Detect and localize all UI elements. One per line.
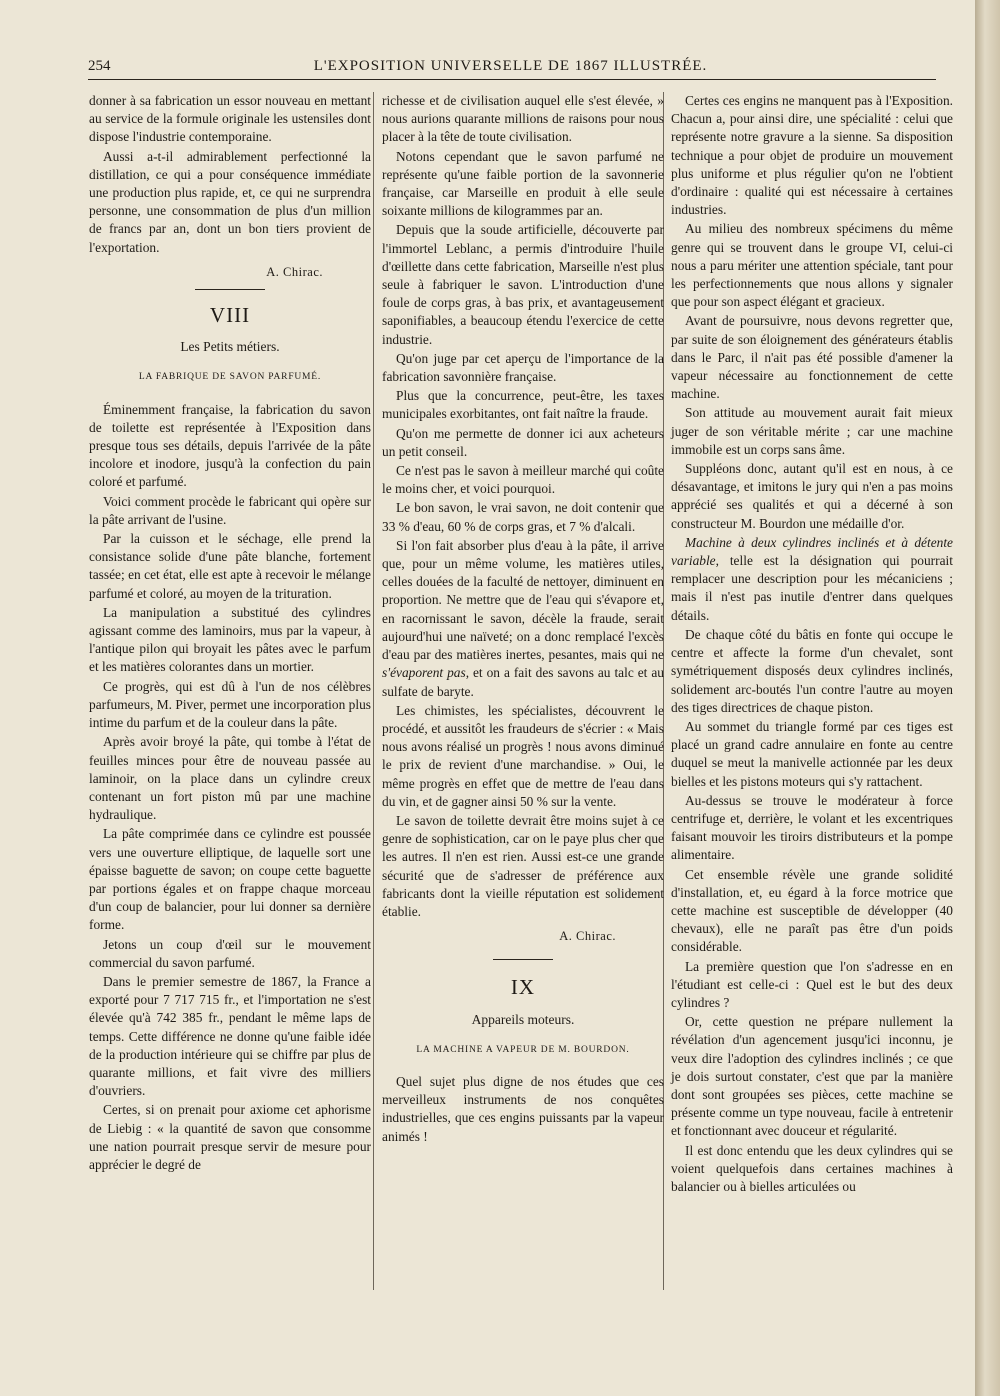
paragraph: Depuis que la soude artificielle, découverte par l'immortel Leblanc, a permis d'introduire l'huile d'œillette dans cette fabrication, Marseille n'est plus seule à fabriquer le savon. L'introduction d'une foule de corps gras, à bas prix, et avantageusement saponifiables, a beaucoup étendu l'exercice de cette industrie. [382, 222, 664, 347]
paragraph: Jetons un coup d'œil sur le mouvement commercial du savon parfumé. [89, 936, 371, 970]
paragraph: Aussi a-t-il admirablement perfectionné la distillation, ce qui a pour conséquence immédiate une production plus rapide, et, ce qui ne surprendra personne, une consommation de plus d'un million de francs par an, dont un bon tiers provient de l'exportation. [89, 148, 371, 255]
emphasis-text: s'évaporent pas [382, 665, 466, 681]
running-title: L'EXPOSITION UNIVERSELLE DE 1867 ILLUSTRÉE. [313, 58, 708, 74]
section-title: Les Petits métiers. [180, 339, 280, 355]
paragraph: Voici comment procède le fabricant qui opère sur la pâte arrivant de l'usine. [89, 493, 371, 527]
section-subtitle: LA FABRIQUE DE SAVON PARFUMÉ. [138, 372, 322, 383]
text-run: Si l'on fait absorber plus d'eau à la pâte, il arrive que, pour un même volume, les matières utiles, celles douées de la faculté de nettoyer, diminuent en proportion. Ne mettre que de l'eau qui s'évapore et, en racornissant le savon, décèle la fraude, serait aujourd'hui une naïveté; on a donc remplacé l'excès d'eau par des matières inertes, pesantes, mais qui ne [382, 537, 664, 663]
paragraph: Il est donc entendu que les deux cylindres qui se voient quelquefois dans certaines machines à balancier ou à bielles articulées ou [671, 1142, 953, 1194]
paragraph: Certes ces engins ne manquent pas à l'Exposition. Chacun a, pour ainsi dire, une spécialité : celui que représente notre gravure a la sienne. Sa disposition technique a pour objet de produire un mouvement plus uniforme et plus régulier qu'on ne l'obtient d'ordinaire : qualité qui est nécessaire à certaines industries. [671, 93, 953, 218]
paragraph: Par la cuisson et le séchage, elle prend la consistance solide d'une pâte blanche, fortement tassée; en cet état, elle est apte à recevoir le mélange parfumé et coloré, au moyen de la trituration. [89, 531, 371, 601]
paragraph: Or, cette question ne prépare nullement la révélation d'un agencement jusqu'ici inconnu, je veux dire l'adoption des cylindres inclinés ; ce que je dois surtout constater, c'est que par la manière dont sont groupées ses pièces, cette machine se présente comme un type nouveau, facile à entretenir et fonctionnant avec douceur et régularité. [671, 1014, 953, 1139]
paragraph: Qu'on juge par cet aperçu de l'importance de la fabrication savonnière française. [382, 350, 664, 385]
paragraph: De chaque côté du bâtis en fonte qui occupe le centre et affecte la forme d'un chevalet, sont symétriquement disposés deux cylindres inclinés, solidement arc-boutés l'un contre l'autre au moyen des tiges directrices de chaque piston. [671, 626, 953, 715]
paragraph: Quel sujet plus digne de nos études que ces merveilleux instruments de nos conquêtes industrielles, que ces engins puissants par la vapeur animés ! [382, 1073, 664, 1144]
paragraph: Au-dessus se trouve le modérateur à force centrifuge et, derrière, le volant et les excentriques faisant mouvoir les tiroirs distributeurs et la pompe alimentaire. [671, 792, 953, 863]
paragraph: Après avoir broyé la pâte, qui tombe à l'état de feuilles minces pour être de nouveau passée au laminoir, on la place dans un cylindre creux contenant un fort piston mû par une machine hydraulique. [89, 734, 371, 823]
paragraph: Au sommet du triangle formé par ces tiges est placé un grand cadre annulaire en fonte au centre duquel se meut la manivelle actionnée par les deux bielles et les pistons moteurs qui s'y rattachent. [671, 718, 953, 789]
page-header [88, 58, 933, 80]
column-1 [89, 92, 371, 1175]
paragraph: Plus que la concurrence, peut-être, les taxes municipales exorbitantes, ont fait naître la fraude. [382, 388, 664, 422]
paragraph: richesse et de civilisation auquel elle s'est élevée, » nous aurions quarante millions de raisons pour nous placer à la tête de toute civilisation. [382, 93, 664, 145]
column-3 [671, 92, 953, 1197]
paragraph: Dans le premier semestre de 1867, la France a exporté pour 7 717 715 fr., et l'importation ne s'est élevée qu'à 742 385 fr., pendant le même laps de temps. Cette différence ne donne qu'une faible idée de la production intérieure qui se chiffre par plus de quarante millions, et fait vivre des milliers d'ouvriers. [89, 973, 371, 1099]
text-run: , et on a fait des savons au talc et au sulfate de baryte. [382, 665, 664, 699]
paragraph: Notons cependant que le savon parfumé ne représente qu'une faible portion de la savonnerie française, car Marseille en produit à elle seule soixante millions de kilogrammes par an. [382, 148, 664, 219]
column-2 [382, 92, 664, 1147]
text-run: , telle est la désignation qui pourrait remplacer une description pour les mécaniciens ; mais il n'est pas inutile d'entrer dans quelques détails. [671, 553, 953, 623]
paragraph: Au milieu des nombreux spécimens du même genre qui se trouvent dans le groupe VI, celui-ci nous a paru mériter une attention spéciale, tant pour les perfectionnements que nous allons y signaler que pour son aspect élégant et gracieux. [671, 221, 953, 310]
paragraph: Son attitude au mouvement aurait fait mieux juger de son véritable mérite ; car une machine immobile est un corps sans âme. [671, 405, 953, 457]
section-number: VIII [209, 303, 251, 328]
page-binding-edge [975, 0, 1000, 1396]
signature: A. Chirac. [559, 929, 616, 944]
paragraph: Avant de poursuivre, nous devons regretter que, par suite de son éloignement des générateurs établis dans le Parc, il n'ait pas été possible d'amener la vapeur nécessaire au fonctionnement de cette machine. [671, 313, 953, 402]
paragraph: La manipulation a substitué des cylindres agissant comme des laminoirs, mus par la vapeur, à l'antique pilon qui broyait les pâtes avec le parfum et les matières colorantes dans un mortier. [89, 604, 371, 675]
paragraph: La pâte comprimée dans ce cylindre est poussée vers une ouverture elliptique, de laquelle sort une épaisse baguette de savon; on coupe cette baguette par portions égales et on frappe chaque morceau d'un coup de balancier, pour lui donner sa dernière forme. [89, 826, 371, 933]
section-ornament [493, 959, 553, 960]
paragraph: Qu'on me permette de donner ici aux acheteurs un petit conseil. [382, 425, 664, 459]
paragraph: Ce n'est pas le savon à meilleur marché qui coûte le moins cher, et voici pourquoi. [382, 463, 664, 497]
paragraph: Les chimistes, les spécialistes, découvrent le procédé, et aussitôt les fraudeurs de s'écrier : « Mais nous avons réalisé un progrès ! nous avons diminué le prix de revient d'une marchandise. » Oui, le même progrès en effet que de mettre de l'eau dans du vin, et de gagner ainsi 50 % sur la vente. [382, 702, 664, 809]
section-subtitle: LA MACHINE A VAPEUR DE M. BOURDON. [416, 1044, 630, 1055]
column-divider-1 [373, 92, 374, 1290]
paragraph [382, 537, 664, 701]
paragraph: Le savon de toilette devrait être moins sujet à ce genre de sophistication, car on le paye plus cher que les autres. Il n'en est rien. Aussi est-ce une grande sécurité que de s'adresser de préférence aux fabricants dont la vieille réputation est solidement établie. [382, 812, 664, 919]
page-number: 254 [88, 58, 111, 74]
section-title: Appareils moteurs. [471, 1011, 575, 1027]
section-number: IX [510, 975, 536, 1000]
paragraph: Cet ensemble révèle une grande solidité d'installation, et, eu égard à la force motrice que cette machine est susceptible de développer (40 chevaux), elle ne paraît pas être d'un poids considérable. [671, 866, 953, 955]
emphasis-text: Machine à deux cylindres inclinés et à détente variable [671, 534, 953, 569]
paragraph: Ce progrès, qui est dû à l'un de nos célèbres parfumeurs, M. Piver, permet une incorporation plus intime du parfum et de la couleur dans la pâte. [89, 678, 371, 731]
paragraph: Éminemment française, la fabrication du savon de toilette est représentée à l'Exposition dans presque tous ses détails, depuis l'arrivée de la pâte incolore et inodore, jusqu'à la confection du pain coloré et parfumé. [89, 401, 371, 490]
signature: A. Chirac. [266, 264, 323, 279]
section-ornament [195, 289, 265, 290]
paragraph: Suppléons donc, autant qu'il est en nous, à ce désavantage, et imitons le jury qui n'en a pas moins apprécié ses qualités et qui a décerné à son constructeur M. Bourdon une médaille d'or. [671, 461, 953, 531]
paragraph: La première question que l'on s'adresse en en l'étudiant est celle-ci : Quel est le but des deux cylindres ? [671, 958, 953, 1010]
paragraph: Certes, si on prenait pour axiome cet aphorisme de Liebig : « la quantité de savon que consomme une nation pourrait presque servir de mesure pour apprécier le degré de [89, 1102, 371, 1172]
paragraph: Le bon savon, le vrai savon, ne doit contenir que 33 % d'eau, 60 % de corps gras, et 7 % d'alcali. [382, 500, 664, 534]
paragraph [671, 534, 953, 625]
header-rule [88, 79, 936, 80]
paragraph: donner à sa fabrication un essor nouveau en mettant au service de la formule originale les ustensiles dont dispose l'industrie contemporaine. [89, 93, 371, 145]
